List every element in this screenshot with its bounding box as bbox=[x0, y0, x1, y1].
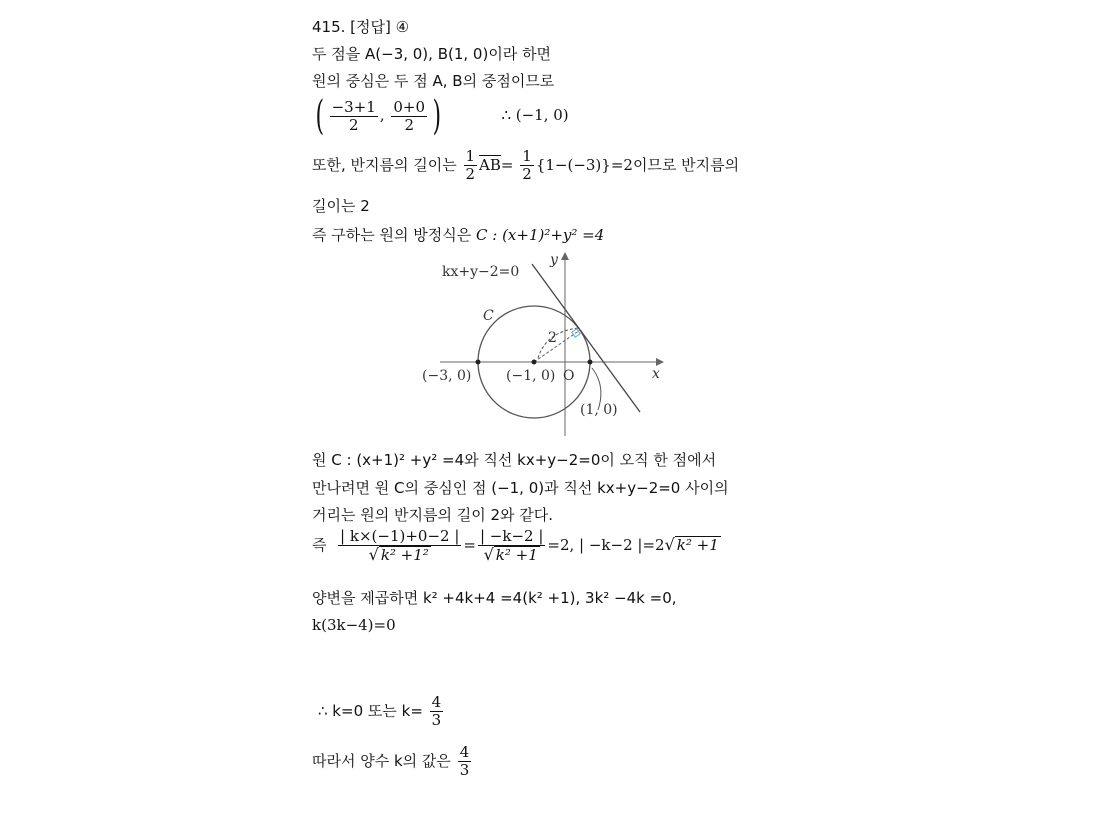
line-circle-equation: 즉 구하는 원의 방정식은 C : (x+1)²+y² =4 bbox=[312, 226, 605, 244]
line-radius-value: 길이는 2 bbox=[312, 197, 370, 215]
frac-answer: $\frac{4}{3}$ bbox=[459, 743, 470, 779]
line-factor: k(3k−4)=0 bbox=[312, 616, 396, 634]
line-distance: 만나려면 원 C의 중심인 점 (−1, 0)과 직선 kx+y−2=0 사이의 bbox=[312, 479, 729, 497]
frac-y: $\frac{0+0}{2}$ bbox=[393, 97, 426, 134]
line-distance-formula: 즉 $\frac{| k\times(-1)+0-2 |}{\text{√ k² +1²}}$ = $\frac{| -k-2 |}{\text{√ k² +1}}$ =2, | −k−2 |=2√ k² +1 bbox=[312, 527, 719, 564]
frac-solution: $\frac{4}{3}$ bbox=[431, 693, 442, 729]
origin-label: O bbox=[563, 368, 575, 384]
line-midpoint: 원의 중심은 두 점 A, B의 중점이므로 bbox=[312, 72, 555, 90]
y-axis-label: y bbox=[550, 252, 558, 268]
frac-x: $\frac{-3+1}{2}$ bbox=[331, 97, 376, 134]
point-a bbox=[476, 360, 481, 365]
x-axis-arrow bbox=[656, 358, 664, 366]
center-label: (−1, 0) bbox=[506, 368, 556, 384]
line-condition: 원 C : (x+1)² +y² =4와 직선 kx+y−2=0이 오직 한 점에서 bbox=[312, 451, 717, 469]
line-label: kx+y−2=0 bbox=[442, 264, 520, 280]
point-b-label: (1, 0) bbox=[580, 402, 618, 418]
line-distance-equals: 거리는 원의 반지름의 길이 2와 같다. bbox=[312, 506, 554, 524]
frac-distance-2: $\frac{| -k-2 |}{\text{√ k² +1}}$ bbox=[479, 527, 544, 564]
frac-distance: $\frac{| k\times(-1)+0-2 |}{\text{√ k² +1²}}$ bbox=[340, 527, 460, 564]
x-axis-label: x bbox=[652, 366, 660, 382]
center-result: ∴ (−1, 0) bbox=[501, 106, 569, 124]
y-axis-arrow bbox=[561, 252, 569, 260]
line-square: 양변을 제곱하면 k² +4k+4 =4(k² +1), 3k² −4k =0, bbox=[312, 589, 677, 607]
point-a-label: (−3, 0) bbox=[422, 368, 472, 384]
line-solutions: ∴ k=0 또는 k= $\frac{4}{3}$ bbox=[318, 693, 442, 729]
point-b bbox=[588, 360, 593, 365]
radius-label: 2 bbox=[548, 330, 557, 346]
circle-label: C bbox=[483, 308, 494, 324]
line-answer: 따라서 양수 k의 값은 $\frac{4}{3}$ bbox=[312, 743, 470, 779]
line-midpoint-calc: ( $\frac{-3+1}{2}$ , $\frac{0+0}{2}$ ) ∴ (−1, 0) bbox=[315, 93, 569, 139]
line-radius: 또한, 반지름의 길이는 $\frac{1}{2}$ $\overline{AB}=$ $\frac{1}{2}$ {1−(−3)}=2이므로 반지름의 bbox=[312, 147, 740, 183]
point-center bbox=[532, 360, 537, 365]
figure bbox=[420, 250, 680, 442]
frac-half-2: $\frac{1}{2}$ bbox=[522, 147, 532, 183]
answer-header: 415. [정답] ④ bbox=[312, 18, 410, 36]
frac-half: $\frac{1}{2}$ bbox=[465, 147, 476, 183]
line-points: 두 점을 A(−3, 0), B(1, 0)이라 하면 bbox=[312, 45, 552, 63]
